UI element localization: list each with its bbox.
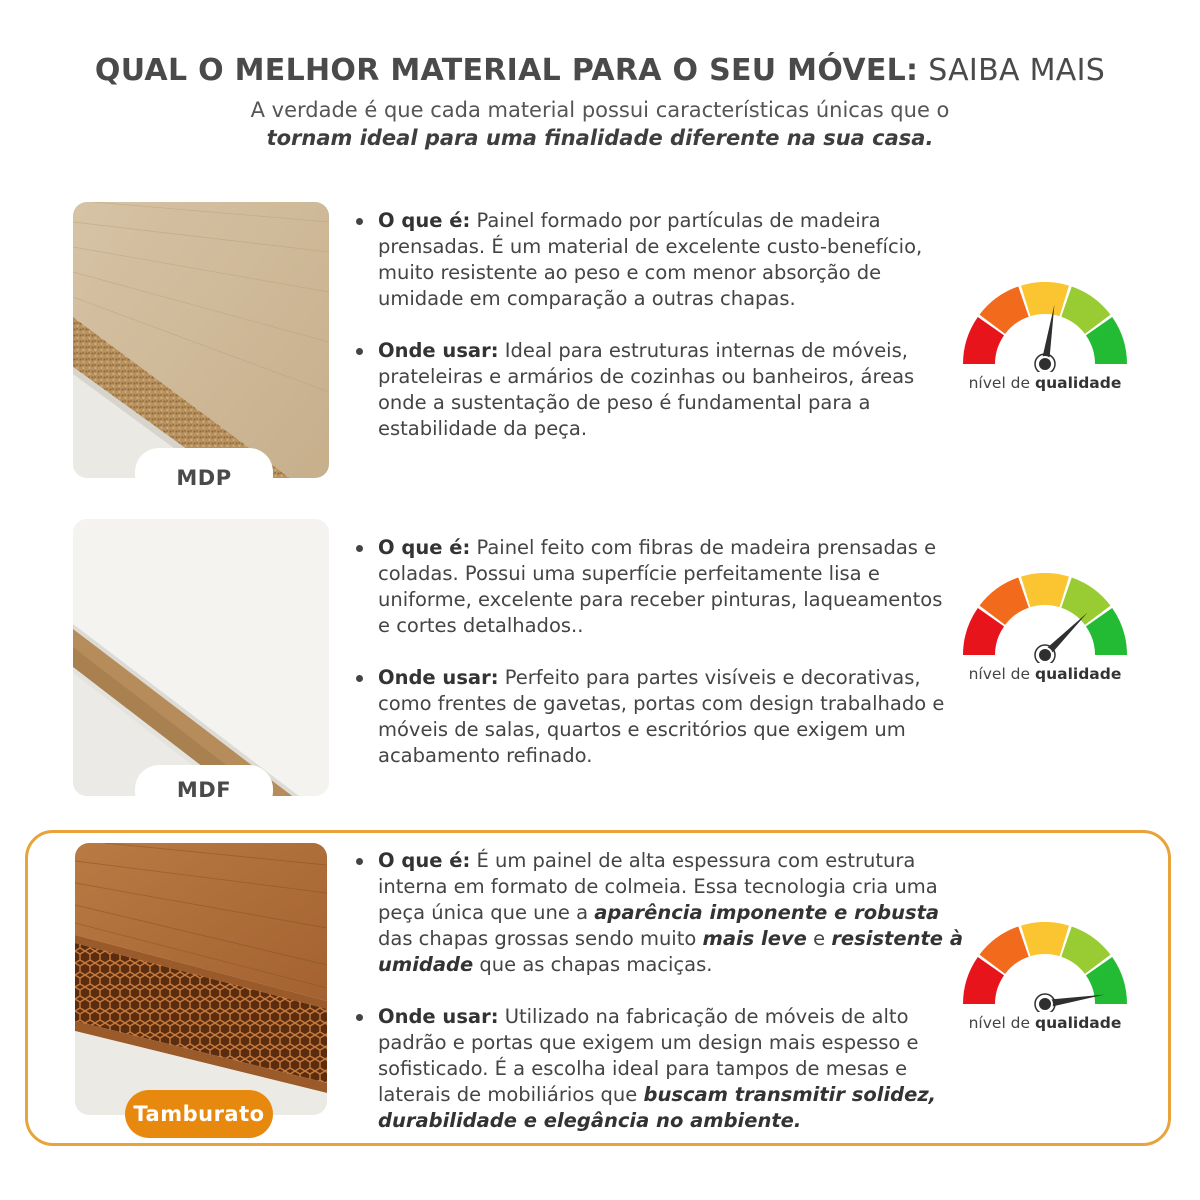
mdf-what-item xyxy=(354,535,954,639)
tamburato-board-image xyxy=(75,843,327,1115)
subtitle-line-2: tornam ideal para uma finalidade diferente na sua casa. xyxy=(266,126,934,150)
gauge-label-text: nível de xyxy=(968,665,1031,683)
page-subtitle xyxy=(0,96,1200,152)
mdf-gauge-label xyxy=(950,665,1140,683)
tamburato-quality-gauge xyxy=(950,922,1140,1032)
mdp-use-item xyxy=(354,338,944,442)
subtitle-line-1: A verdade é que cada material possui características únicas que o xyxy=(250,98,950,122)
page-title xyxy=(0,50,1200,92)
tamburato-use-label: Onde usar: xyxy=(378,1005,499,1028)
title-bold: QUAL O MELHOR MATERIAL PARA O SEU MÓVEL: xyxy=(94,53,919,88)
gauge-label-bold: qualidade xyxy=(1035,1014,1122,1032)
tamburato-what-item xyxy=(354,848,966,978)
mdp-description xyxy=(354,208,944,442)
title-light: SAIBA MAIS xyxy=(918,53,1106,88)
mdf-use-label: Onde usar: xyxy=(378,666,499,689)
quality-gauge-icon xyxy=(950,282,1140,372)
mdf-use-text: Perfeito para partes visíveis e decorativas, como frentes de gavetas, portas com design trabalhado e móveis de salas, quartos e escritórios que exigem um acabamento refinado. xyxy=(378,666,945,767)
mdp-what-label: O que é: xyxy=(378,209,471,232)
mdp-use-label: Onde usar: xyxy=(378,339,499,362)
mdp-use-text: Ideal para estruturas internas de móveis, prateleiras e armários de cozinhas ou banheiros, áreas onde a sustentação de peso é fundamental para a estabilidade da peça. xyxy=(378,339,915,440)
tamburato-description xyxy=(354,848,966,1134)
mdp-board-image xyxy=(73,202,329,478)
gauge-label-text: nível de xyxy=(968,1014,1031,1032)
mdp-what-item xyxy=(354,208,944,312)
tamburato-what-text-4: que as chapas maciças. xyxy=(473,953,713,976)
tamburato-gauge-label xyxy=(950,1014,1140,1032)
badge-mdf: MDF xyxy=(135,765,273,815)
tamburato-what-label: O que é: xyxy=(378,849,471,872)
tamburato-what-text-2: das chapas grossas sendo muito xyxy=(378,927,703,950)
gauge-segment xyxy=(1021,573,1069,607)
mdf-quality-gauge xyxy=(950,573,1140,683)
gauge-label-bold: qualidade xyxy=(1035,374,1122,392)
quality-gauge-icon xyxy=(950,922,1140,1012)
gauge-hub xyxy=(1038,357,1052,371)
gauge-hub xyxy=(1038,997,1052,1011)
tamburato-what-emphasis-3: resistente à umidade xyxy=(378,927,963,976)
mdf-board-image xyxy=(73,519,329,796)
gauge-label-text: nível de xyxy=(968,374,1031,392)
tamburato-what-text-1: É um painel de alta espessura com estrutura interna em formato de colmeia. Essa tecnologia cria uma peça única que une a xyxy=(378,849,938,924)
mdp-quality-gauge xyxy=(950,282,1140,392)
tamburato-use-emphasis-1: buscam transmitir solidez, durabilidade e elegância no ambiente. xyxy=(378,1083,937,1132)
gauge-label-bold: qualidade xyxy=(1035,665,1122,683)
tamburato-what-emphasis-1: aparência imponente e robusta xyxy=(594,901,940,924)
header xyxy=(0,50,1200,152)
mdf-what-text: Painel feito com fibras de madeira prensadas e coladas. Possui uma superfície perfeitamente lisa e uniforme, excelente para receber pinturas, laqueamentos e cortes detalhados.. xyxy=(378,536,943,637)
badge-tamburato: Tamburato xyxy=(125,1090,273,1138)
tamburato-what-emphasis-2: mais leve xyxy=(702,927,807,950)
mdp-gauge-label xyxy=(950,374,1140,392)
tamburato-use-item xyxy=(354,1004,966,1134)
quality-gauge-icon xyxy=(950,573,1140,663)
gauge-hub xyxy=(1038,648,1052,662)
mdf-use-item xyxy=(354,665,954,769)
gauge-segment xyxy=(1021,922,1069,956)
badge-mdp: MDP xyxy=(135,448,273,508)
gauge-segment xyxy=(1021,282,1069,316)
tamburato-what-text-3: e xyxy=(806,927,832,950)
tamburato-use-text-1: Utilizado na fabricação de móveis de alto padrão e portas que exigem um design mais espesso e sofisticado. É a escolha ideal para tampos de mesas e laterais de mobiliários que xyxy=(378,1005,919,1106)
mdf-description xyxy=(354,535,954,769)
mdf-what-label: O que é: xyxy=(378,536,471,559)
mdp-what-text: Painel formado por partículas de madeira prensadas. É um material de excelente custo-benefício, muito resistente ao peso e com menor absorção de umidade em comparação a outras chapas. xyxy=(378,209,923,310)
